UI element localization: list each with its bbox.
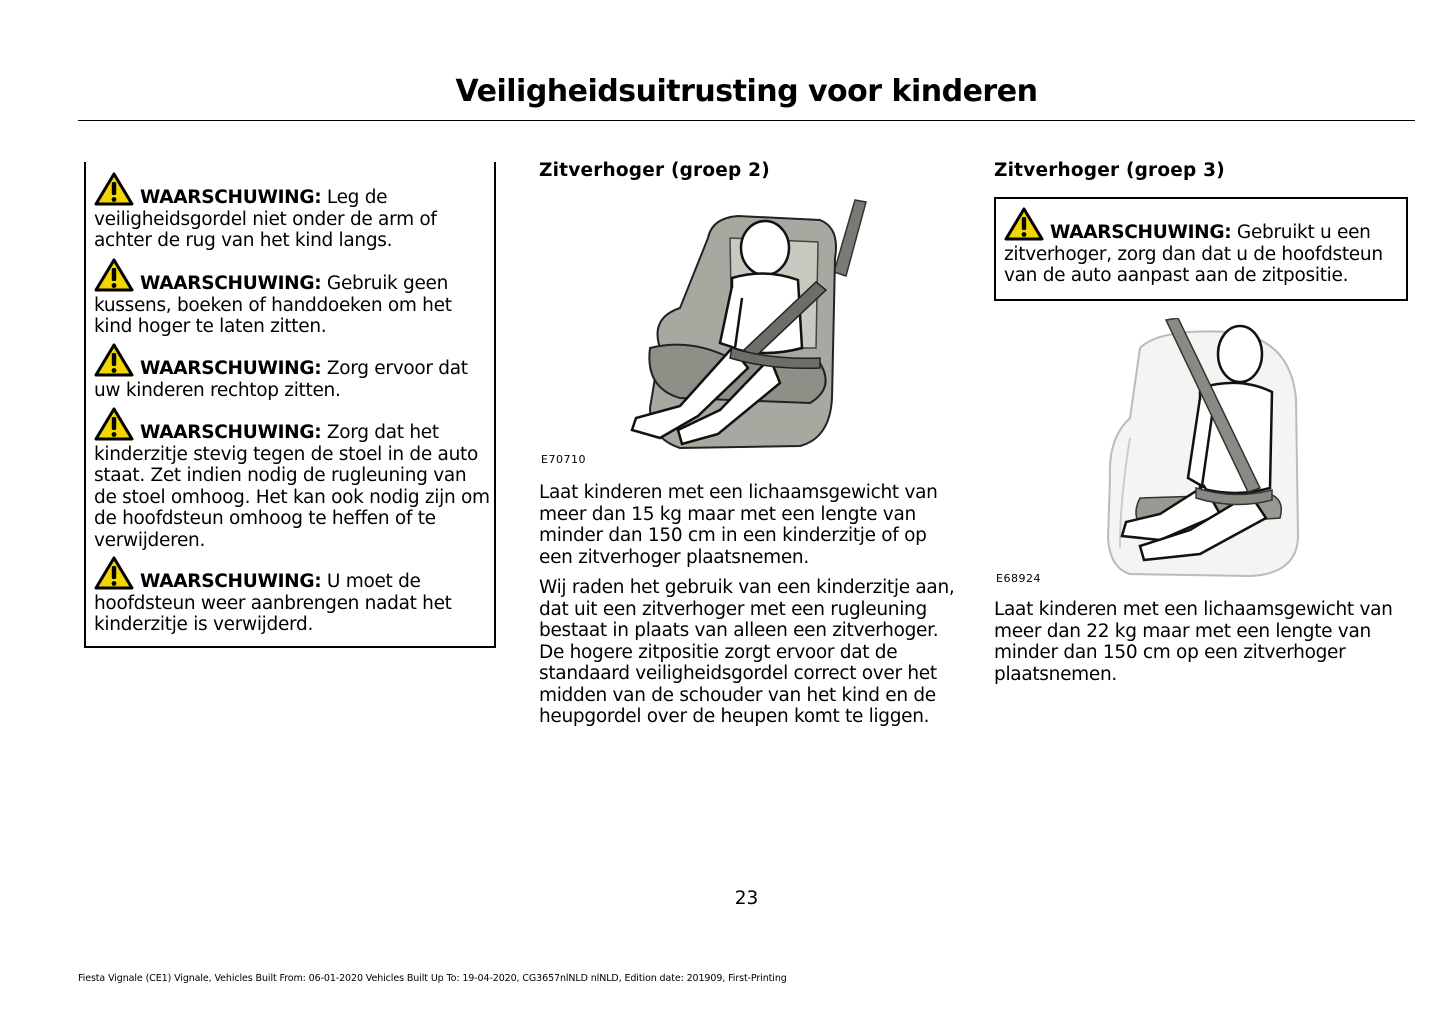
- figure-code-e68924: E68924: [996, 572, 1041, 585]
- warning-text: Gebruikt u een zitverhoger, zorg dan dat u de hoofdsteun van de auto aanpast aan de zitpositie.: [1004, 222, 1383, 286]
- warning-triangle-icon: [94, 172, 134, 206]
- warning-5: [94, 556, 494, 636]
- paragraph-group2-2: Wij raden het gebruik van een kinderzitje aan, dat uit een zitverhoger met een rugleuning bestaat in plaats van alleen een zitverhoger. De hogere zitpositie zorgt ervoor dat de standaard veiligheidsgordel correct over het midden van de schouder van het kind en de heupgordel over de heupen komt te liggen.: [539, 577, 955, 727]
- booster-seat-group3-illustration: [1100, 318, 1302, 580]
- warning-text: Zorg ervoor dat uw kinderen rechtop zitten.: [94, 358, 468, 401]
- warning-label: WAARSCHUWING:: [140, 187, 322, 208]
- warning-triangle-icon: [94, 343, 134, 377]
- paragraph-group2-1: Laat kinderen met een lichaamsgewicht van meer dan 15 kg maar met een lengte van minder dan 150 cm in een kinderzitje of op een zitverhoger plaatsnemen.: [539, 482, 938, 568]
- page-title: Veiligheidsuitrusting voor kinderen: [455, 74, 1038, 109]
- warning-text: Leg de veiligheidsgordel niet onder de arm of achter de rug van het kind langs.: [94, 187, 437, 251]
- warning-1: [94, 172, 494, 252]
- section-heading-group2: Zitverhoger (groep 2): [539, 160, 770, 181]
- warning-label: WAARSCHUWING:: [140, 358, 322, 379]
- warning-triangle-icon: [94, 407, 134, 441]
- warning-triangle-icon: [1004, 207, 1044, 241]
- warning-4: [94, 407, 494, 551]
- warning-triangle-icon: [94, 556, 134, 590]
- warning-text: U moet de hoofdsteun weer aanbrengen nadat het kinderzitje is verwijderd.: [94, 571, 452, 635]
- warning-label: WAARSCHUWING:: [140, 571, 322, 592]
- page-number: 23: [734, 888, 759, 909]
- warning-text: Gebruik geen kussens, boeken of handdoeken om het kind hoger te laten zitten.: [94, 273, 452, 337]
- booster-seat-group2-illustration: [620, 198, 870, 453]
- section-heading-group3: Zitverhoger (groep 3): [994, 160, 1225, 181]
- paragraph-group3-1: Laat kinderen met een lichaamsgewicht van meer dan 22 kg maar met een lengte van minder dan 150 cm op een zitverhoger plaatsnemen.: [994, 599, 1393, 685]
- warning-label: WAARSCHUWING:: [140, 273, 322, 294]
- warning-label: WAARSCHUWING:: [140, 422, 322, 443]
- warning-text: Zorg dat het kinderzitje stevig tegen de stoel in de auto staat. Zet indien nodig de rugleuning van de stoel omhoog. Het kan ook nodig zijn om de hoofdsteun omhoog te heffen of te verwijderen.: [94, 422, 490, 551]
- title-divider: [78, 120, 1415, 121]
- warning-label: WAARSCHUWING:: [1050, 222, 1232, 243]
- footer-edition-info: Fiesta Vignale (CE1) Vignale, Vehicles Built From: 06-01-2020 Vehicles Built Up To: 19-04-2020, CG3657nlNLD nlNLD, Edition date: 201909, First-Printing: [78, 973, 787, 984]
- warning-triangle-icon: [94, 258, 134, 292]
- warning-2: [94, 258, 494, 338]
- warning-group3: [1004, 207, 1400, 287]
- figure-code-e70710: E70710: [541, 453, 586, 466]
- warning-3: [94, 343, 494, 401]
